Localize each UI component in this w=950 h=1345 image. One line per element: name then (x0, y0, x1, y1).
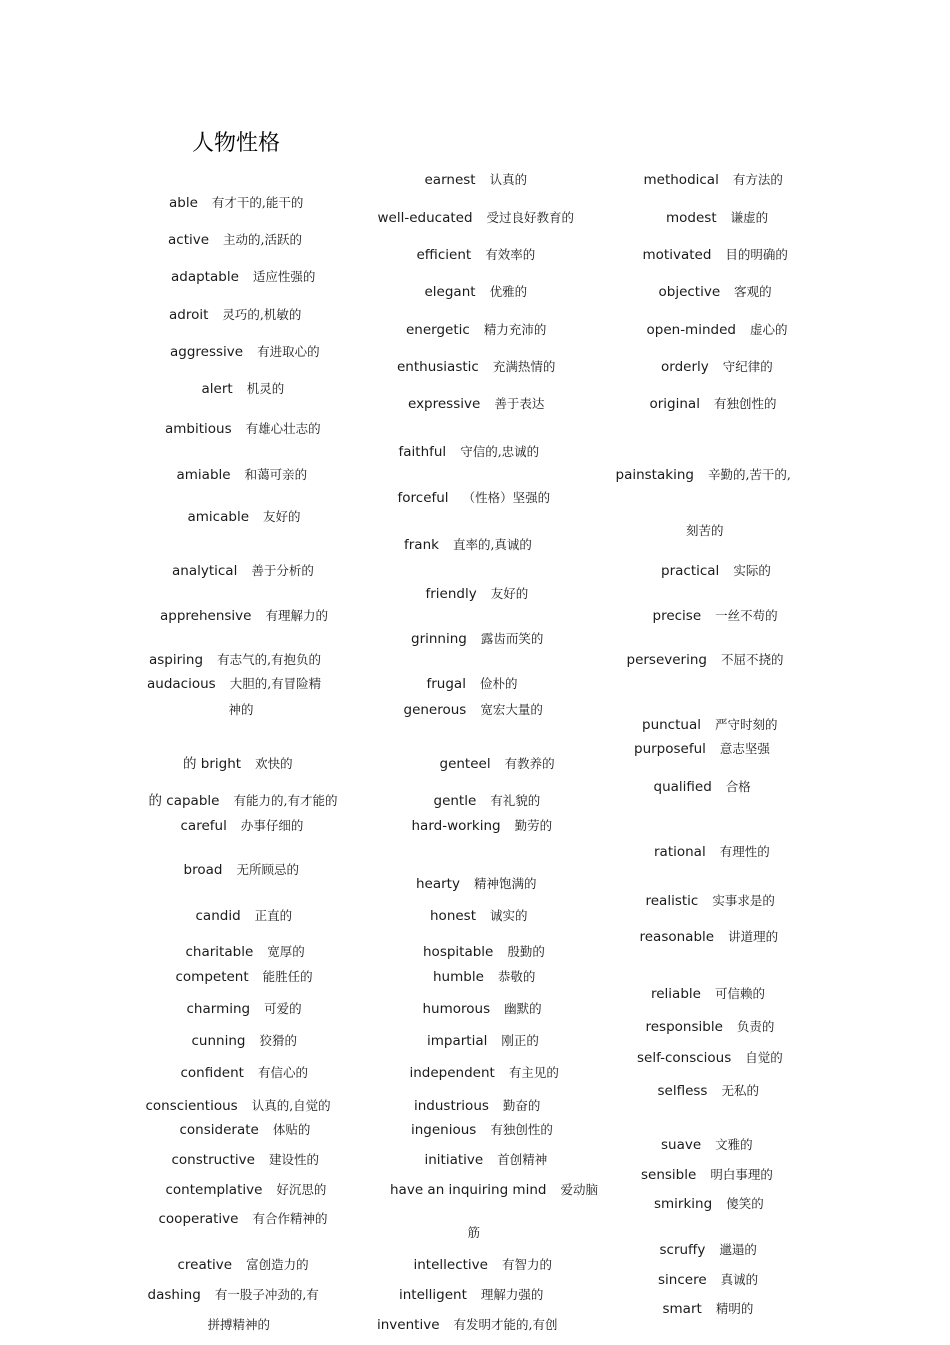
chinese-meaning: 好沉思的 (276, 1182, 327, 1197)
english-word: original (649, 396, 700, 412)
chinese-meaning: 宽厚的 (267, 944, 305, 959)
chinese-meaning: 守纪律的 (722, 359, 773, 374)
chinese-meaning: 有信心的 (257, 1065, 308, 1080)
vocab-entry (423, 1000, 542, 1018)
vocab-entry (414, 1097, 540, 1115)
chinese-meaning: 有理解力的 (265, 608, 328, 623)
chinese-meaning: 狡猾的 (259, 1033, 297, 1048)
chinese-meaning: 有效率的 (485, 247, 536, 262)
chinese-meaning: 守信的,忠诚的 (460, 444, 540, 459)
vocab-entry (425, 171, 528, 189)
vocab-entry (148, 1286, 319, 1304)
chinese-meaning: 露齿而笑的 (480, 631, 544, 646)
chinese-meaning: 直率的,真诚的 (452, 537, 532, 552)
chinese-meaning: 正直的 (254, 908, 293, 923)
vocab-entry (627, 651, 784, 669)
vocab-entry (647, 321, 788, 339)
english-word: grinning (411, 631, 467, 647)
chinese-meaning: 真诚的 (720, 1272, 759, 1287)
chinese-meaning: 虚心的 (749, 322, 788, 337)
chinese-meaning: 机灵的 (246, 381, 285, 396)
english-word: humble (433, 969, 484, 985)
english-word: smirking (654, 1196, 713, 1212)
english-word: generous (403, 702, 467, 718)
english-word: able (169, 195, 198, 211)
chinese-meaning: 筋 (467, 1225, 481, 1240)
vocab-entry (654, 843, 770, 861)
english-word: energetic (406, 322, 470, 338)
english-word: aggressive (170, 344, 244, 360)
english-word: elegant (424, 284, 476, 300)
vocab-entry (661, 562, 771, 580)
vocab-entry (425, 283, 528, 301)
chinese-meaning: （性格）坚强的 (462, 490, 551, 505)
english-word: have an inquiring mind (390, 1182, 547, 1198)
english-word: alert (201, 381, 233, 397)
chinese-meaning: 负责的 (736, 1019, 775, 1034)
vocab-entry (426, 585, 529, 603)
vocab-entry (390, 1181, 598, 1199)
vocab-entry (434, 792, 541, 810)
chinese-meaning: 讲道理的 (728, 929, 779, 944)
vocab-entry (181, 817, 304, 835)
vocab-entry (159, 1210, 328, 1228)
english-word: practical (661, 563, 720, 579)
english-word: precise (652, 608, 702, 624)
vocab-entry (661, 358, 773, 376)
english-word: analytical (172, 563, 238, 579)
english-word: aspiring (149, 652, 204, 668)
vocab-entry (169, 194, 303, 212)
chinese-meaning: 富创造力的 (246, 1257, 309, 1272)
vocab-entry (640, 928, 779, 946)
english-word: sensible (641, 1167, 697, 1183)
chinese-meaning: 主动的,活跃的 (223, 232, 303, 247)
vocab-entry (642, 716, 778, 734)
english-word: impartial (427, 1033, 488, 1049)
vocab-entry (147, 675, 321, 693)
vocab-entry (644, 171, 783, 189)
vocab-entry (430, 907, 528, 925)
vocab-entry (643, 246, 788, 264)
chinese-meaning: 傻笑的 (726, 1196, 764, 1211)
vocab-entry (181, 1064, 308, 1082)
english-word: inventive (377, 1317, 440, 1333)
vocab-entry (416, 875, 536, 893)
vocab-entry (183, 755, 293, 773)
english-word: confident (180, 1065, 244, 1081)
english-word: objective (658, 284, 721, 300)
english-word: broad (183, 862, 223, 878)
chinese-meaning: 有合作精神的 (252, 1211, 328, 1226)
english-word: amiable (176, 467, 231, 483)
chinese-meaning: 精明的 (715, 1301, 754, 1316)
page-title: 人物性格 (192, 131, 281, 156)
english-word: gentle (433, 793, 477, 809)
vocab-entry (397, 358, 555, 376)
vocab-entry (410, 1064, 559, 1082)
chinese-meaning: 意志坚强 (719, 741, 770, 756)
vocab-entry (404, 701, 543, 719)
vocab-entry (399, 443, 540, 461)
english-word: persevering (626, 652, 707, 668)
english-word: frugal (426, 676, 466, 692)
vocab-entry (399, 1286, 543, 1304)
vocab-entry (411, 630, 543, 648)
vocab-entry (177, 466, 308, 484)
english-word: self-conscious (637, 1050, 732, 1066)
vocab-entry (406, 321, 546, 339)
english-word: 的 capable (148, 793, 220, 809)
english-word: contemplative (165, 1182, 263, 1198)
english-word: 的 bright (183, 756, 242, 772)
english-word: friendly (425, 586, 477, 602)
vocab-entry (184, 861, 299, 879)
chinese-meaning: 辛勤的,苦干的, (707, 467, 791, 482)
vocab-entry (176, 968, 313, 986)
chinese-meaning: 友好的 (263, 509, 301, 524)
english-word: cooperative (158, 1211, 239, 1227)
chinese-meaning: 有进取心的 (257, 344, 320, 359)
vocab-entry (377, 1316, 557, 1334)
chinese-meaning: 文雅的 (715, 1137, 753, 1152)
chinese-meaning: 有发明才能的,有创 (453, 1317, 558, 1332)
english-word: punctual (642, 717, 701, 733)
chinese-meaning: 适应性强的 (252, 269, 316, 284)
english-word: painstaking (615, 467, 694, 483)
english-word: competent (175, 969, 249, 985)
english-word: forceful (397, 490, 449, 506)
chinese-meaning: 不屈不挠的 (721, 652, 784, 667)
vocab-entry (172, 562, 314, 580)
vocab-entry (417, 246, 536, 264)
chinese-meaning: 谦虚的 (730, 210, 769, 225)
chinese-meaning: 一丝不苟的 (715, 608, 778, 623)
english-word: expressive (408, 396, 481, 412)
chinese-meaning: 大胆的,有冒险精 (229, 676, 322, 691)
english-word: methodical (643, 172, 719, 188)
chinese-meaning: 实际的 (733, 563, 771, 578)
english-word: frank (404, 537, 439, 553)
chinese-meaning: 俭朴的 (479, 676, 518, 691)
vocab-entry (423, 943, 545, 961)
vocab-entry (202, 380, 285, 398)
vocab-entry (180, 1121, 311, 1139)
chinese-meaning: 有礼貌的 (490, 793, 541, 808)
english-word: efficient (416, 247, 472, 263)
english-word: smart (662, 1301, 702, 1317)
vocab-entry (658, 1271, 758, 1289)
chinese-meaning: 殷勤的 (507, 944, 545, 959)
chinese-meaning: 宽宏大量的 (480, 702, 543, 717)
english-word: conscientious (145, 1098, 238, 1114)
chinese-meaning: 明白事理的 (710, 1167, 773, 1182)
vocab-entry (412, 817, 553, 835)
vocab-entry (165, 420, 321, 438)
english-word: faithful (398, 444, 447, 460)
english-word: hearty (416, 876, 460, 892)
vocab-entry (408, 395, 544, 413)
chinese-meaning: 幽默的 (504, 1001, 542, 1016)
chinese-meaning: 有志气的,有抱负的 (217, 652, 322, 667)
vocab-entry (229, 701, 254, 719)
english-word: motivated (642, 247, 712, 263)
english-word: dashing (147, 1287, 201, 1303)
vocab-entry (661, 1136, 753, 1154)
english-word: selfless (657, 1083, 708, 1099)
english-word: cunning (191, 1033, 246, 1049)
vocab-entry (414, 1256, 553, 1274)
vocab-entry (686, 522, 724, 540)
vocab-entry (169, 306, 301, 324)
english-word: charitable (185, 944, 254, 960)
chinese-meaning: 精神饱满的 (473, 876, 537, 891)
chinese-meaning: 善于分析的 (251, 563, 314, 578)
vocab-entry (196, 907, 293, 925)
vocab-entry (172, 1151, 319, 1169)
chinese-meaning: 办事仔细的 (240, 818, 304, 833)
vocab-entry (178, 1256, 309, 1274)
vocab-entry (653, 607, 778, 625)
chinese-meaning: 实事求是的 (712, 893, 775, 908)
english-word: realistic (645, 893, 699, 909)
chinese-meaning: 客观的 (734, 284, 772, 299)
english-word: apprehensive (160, 608, 252, 624)
chinese-meaning: 神的 (228, 702, 254, 717)
vocab-entry (146, 1097, 331, 1115)
chinese-meaning: 诚实的 (490, 908, 528, 923)
english-word: enthusiastic (397, 359, 479, 375)
chinese-meaning: 有能力的,有才能的 (233, 793, 338, 808)
vocab-entry (166, 1181, 327, 1199)
english-word: qualified (653, 779, 712, 795)
chinese-meaning: 灵巧的,机敏的 (222, 307, 302, 322)
chinese-meaning: 无所顾忌的 (236, 862, 299, 877)
vocab-entry (646, 1018, 775, 1036)
chinese-meaning: 可爱的 (264, 1001, 302, 1016)
english-word: humorous (422, 1001, 491, 1017)
vocab-entry (149, 792, 338, 810)
vocab-entry (654, 1195, 764, 1213)
vocab-entry (188, 508, 301, 526)
english-word: audacious (147, 676, 216, 692)
chinese-meaning: 有一股子冲劲的,有 (214, 1287, 319, 1302)
vocab-entry (404, 536, 532, 554)
chinese-meaning: 认真的,自觉的 (251, 1098, 331, 1113)
english-word: genteel (439, 756, 491, 772)
chinese-meaning: 能胜任的 (262, 969, 313, 984)
chinese-meaning: 恭敬的 (497, 969, 536, 984)
english-word: independent (409, 1065, 495, 1081)
vocab-entry (171, 268, 315, 286)
english-word: amicable (187, 509, 249, 525)
vocab-entry (654, 778, 751, 796)
chinese-meaning: 受过良好教育的 (486, 210, 575, 225)
chinese-meaning: 优雅的 (489, 284, 528, 299)
vocab-entry (425, 1151, 548, 1169)
chinese-meaning: 有雄心壮志的 (245, 421, 321, 436)
english-word: industrious (414, 1098, 489, 1114)
vocab-entry (660, 1241, 757, 1259)
chinese-meaning: 善于表达 (494, 396, 545, 411)
english-word: purposeful (634, 741, 706, 757)
vocab-entry (433, 968, 535, 986)
vocab-entry (468, 1224, 481, 1242)
chinese-meaning: 理解力强的 (480, 1287, 544, 1302)
chinese-meaning: 勤奋的 (502, 1098, 541, 1113)
chinese-meaning: 精力充沛的 (483, 322, 547, 337)
vocab-entry (378, 209, 575, 227)
chinese-meaning: 有智力的 (501, 1257, 552, 1272)
vocab-entry (168, 231, 302, 249)
english-word: suave (661, 1137, 702, 1153)
chinese-meaning: 邋遢的 (719, 1242, 757, 1257)
english-word: intelligent (399, 1287, 467, 1303)
english-word: initiative (424, 1152, 484, 1168)
english-word: hospitable (423, 944, 494, 960)
chinese-meaning: 拼搏精神的 (207, 1317, 271, 1332)
english-word: honest (430, 908, 477, 924)
chinese-meaning: 有独创性的 (713, 396, 777, 411)
vocab-entry (170, 343, 320, 361)
vocab-entry (658, 1082, 759, 1100)
chinese-meaning: 爱动脑 (560, 1182, 598, 1197)
chinese-meaning: 欢快的 (255, 756, 293, 771)
vocab-entry (186, 943, 305, 961)
english-word: adroit (169, 307, 209, 323)
vocab-entry (160, 607, 328, 625)
chinese-meaning: 有主见的 (508, 1065, 559, 1080)
english-word: reliable (651, 986, 701, 1002)
chinese-meaning: 体贴的 (272, 1122, 311, 1137)
chinese-meaning: 刻苦的 (686, 523, 724, 538)
vocab-entry (149, 651, 321, 669)
chinese-meaning: 有才干的,能干的 (211, 195, 304, 210)
english-word: charming (186, 1001, 251, 1017)
chinese-meaning: 和蔼可亲的 (244, 467, 308, 482)
chinese-meaning: 认真的 (489, 172, 528, 187)
english-word: earnest (424, 172, 476, 188)
english-word: considerate (179, 1122, 259, 1138)
english-word: reasonable (639, 929, 715, 945)
vocab-entry (192, 1032, 297, 1050)
vocab-entry (187, 1000, 302, 1018)
chinese-meaning: 可信赖的 (714, 986, 765, 1001)
vocab-entry (440, 755, 555, 773)
english-word: open-minded (646, 322, 736, 338)
vocab-entry (634, 740, 770, 758)
chinese-meaning: 合格 (725, 779, 751, 794)
chinese-meaning: 首创精神 (497, 1152, 548, 1167)
vocab-entry (637, 1049, 783, 1067)
vocab-entry (651, 985, 765, 1003)
chinese-meaning: 有教养的 (504, 756, 555, 771)
vocab-entry (663, 1300, 754, 1318)
chinese-meaning: 勤劳的 (514, 818, 553, 833)
chinese-meaning: 有方法的 (732, 172, 783, 187)
vocab-entry (666, 209, 768, 227)
vocab-entry (641, 1166, 773, 1184)
vocab-entry (659, 283, 772, 301)
english-word: rational (654, 844, 706, 860)
chinese-meaning: 有独创性的 (490, 1122, 553, 1137)
chinese-meaning: 无私的 (721, 1083, 759, 1098)
english-word: ambitious (165, 421, 232, 437)
chinese-meaning: 严守时刻的 (714, 717, 778, 732)
vocab-entry (398, 489, 551, 507)
english-word: intellective (413, 1257, 488, 1273)
english-word: adaptable (171, 269, 239, 285)
english-word: orderly (661, 359, 709, 375)
chinese-meaning: 建设性的 (268, 1152, 319, 1167)
vocab-entry (208, 1316, 271, 1334)
chinese-meaning: 充满热情的 (492, 359, 556, 374)
english-word: modest (666, 210, 717, 226)
english-word: creative (177, 1257, 233, 1273)
chinese-meaning: 友好的 (490, 586, 529, 601)
vocab-entry (427, 1032, 539, 1050)
vocab-entry (616, 466, 791, 484)
vocab-entry (427, 675, 518, 693)
english-word: well-educated (377, 210, 473, 226)
chinese-meaning: 刚正的 (501, 1033, 539, 1048)
english-word: careful (180, 818, 227, 834)
english-word: sincere (658, 1272, 707, 1288)
english-word: constructive (171, 1152, 255, 1168)
vocab-entry (650, 395, 777, 413)
chinese-meaning: 目的明确的 (725, 247, 788, 262)
english-word: candid (195, 908, 241, 924)
english-word: scruffy (659, 1242, 706, 1258)
english-word: responsible (645, 1019, 723, 1035)
vocab-entry (646, 892, 775, 910)
english-word: active (168, 232, 210, 248)
vocab-entry (411, 1121, 553, 1139)
english-word: hard-working (411, 818, 501, 834)
chinese-meaning: 有理性的 (719, 844, 770, 859)
english-word: ingenious (411, 1122, 477, 1138)
chinese-meaning: 自觉的 (745, 1050, 783, 1065)
